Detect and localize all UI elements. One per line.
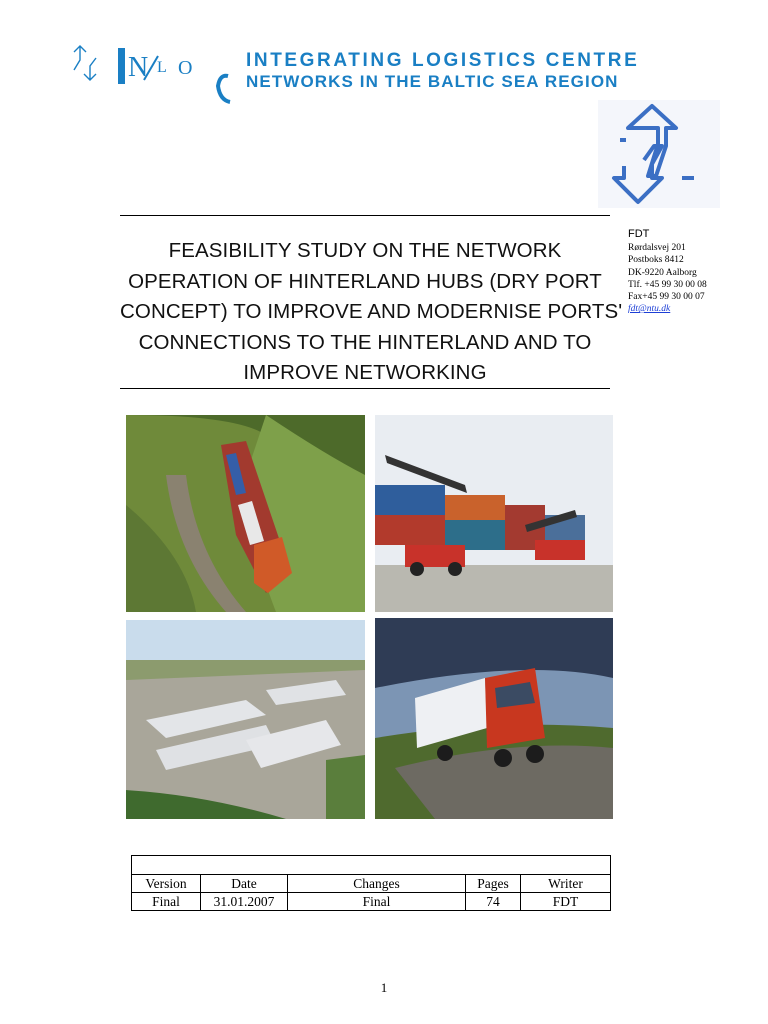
contact-org: FDT [628, 228, 650, 240]
title-line: CONCEPT) TO IMPROVE AND MODERNISE PORTS' [120, 300, 623, 323]
version-table [131, 855, 611, 911]
logo-letter-n: N [128, 52, 149, 83]
table-cell: 31.01.2007 [201, 893, 288, 911]
table-header-cell: Version [132, 875, 201, 893]
table-cell: Final [288, 893, 466, 911]
photo-logistics-terminal [126, 620, 365, 819]
arrows-logo-icon [598, 100, 720, 208]
table-cell [132, 856, 611, 875]
contact-line: Postboks 8412 [628, 255, 684, 266]
contact-line: DK-9220 Aalborg [628, 267, 697, 278]
document-title [120, 236, 623, 389]
logo-bar-i [118, 48, 125, 84]
contact-line: Fax+45 99 30 00 07 [628, 292, 705, 303]
inloc-logo [60, 40, 240, 104]
photo-container-yard [375, 415, 613, 612]
contact-line: Rørdalsvej 201 [628, 243, 686, 254]
title-line: OPERATION OF HINTERLAND HUBS (DRY PORT [128, 269, 602, 293]
table-header-cell: Changes [288, 875, 466, 893]
table-header-cell: Date [201, 875, 288, 893]
header-title-line2: NETWORKS IN THE BALTIC SEA REGION [246, 72, 619, 91]
table-cell: Final [132, 893, 201, 911]
page-number: 1 [380, 980, 388, 995]
table-cell: 74 [466, 893, 521, 911]
logo-letter-l: L [157, 59, 167, 76]
table-header-row [132, 875, 611, 893]
table-cell: FDT [521, 893, 611, 911]
photo-truck-on-road [375, 618, 613, 819]
contact-block [628, 228, 758, 315]
logo-letter-o: O [178, 57, 193, 79]
table-blank-row [132, 856, 611, 875]
title-rule-bottom [120, 388, 610, 389]
table-row [132, 893, 611, 911]
header-title-line1: INTEGRATING LOGISTICS CENTRE [246, 50, 640, 71]
table-header-cell: Writer [521, 875, 611, 893]
title-line: IMPROVE NETWORKING [243, 361, 487, 384]
contact-line: Tlf. +45 99 30 00 08 [628, 279, 707, 290]
photo-freight-train [126, 415, 365, 612]
title-line: CONNECTIONS TO THE HINTERLAND AND TO [138, 330, 592, 354]
small-arrows-icon [74, 46, 96, 80]
table-header-cell: Pages [466, 875, 521, 893]
title-rule-top [120, 215, 610, 216]
title-line: FEASIBILITY STUDY ON THE NETWORK [168, 239, 562, 262]
contact-email-link[interactable]: fdt@ntu.dk [628, 304, 671, 315]
